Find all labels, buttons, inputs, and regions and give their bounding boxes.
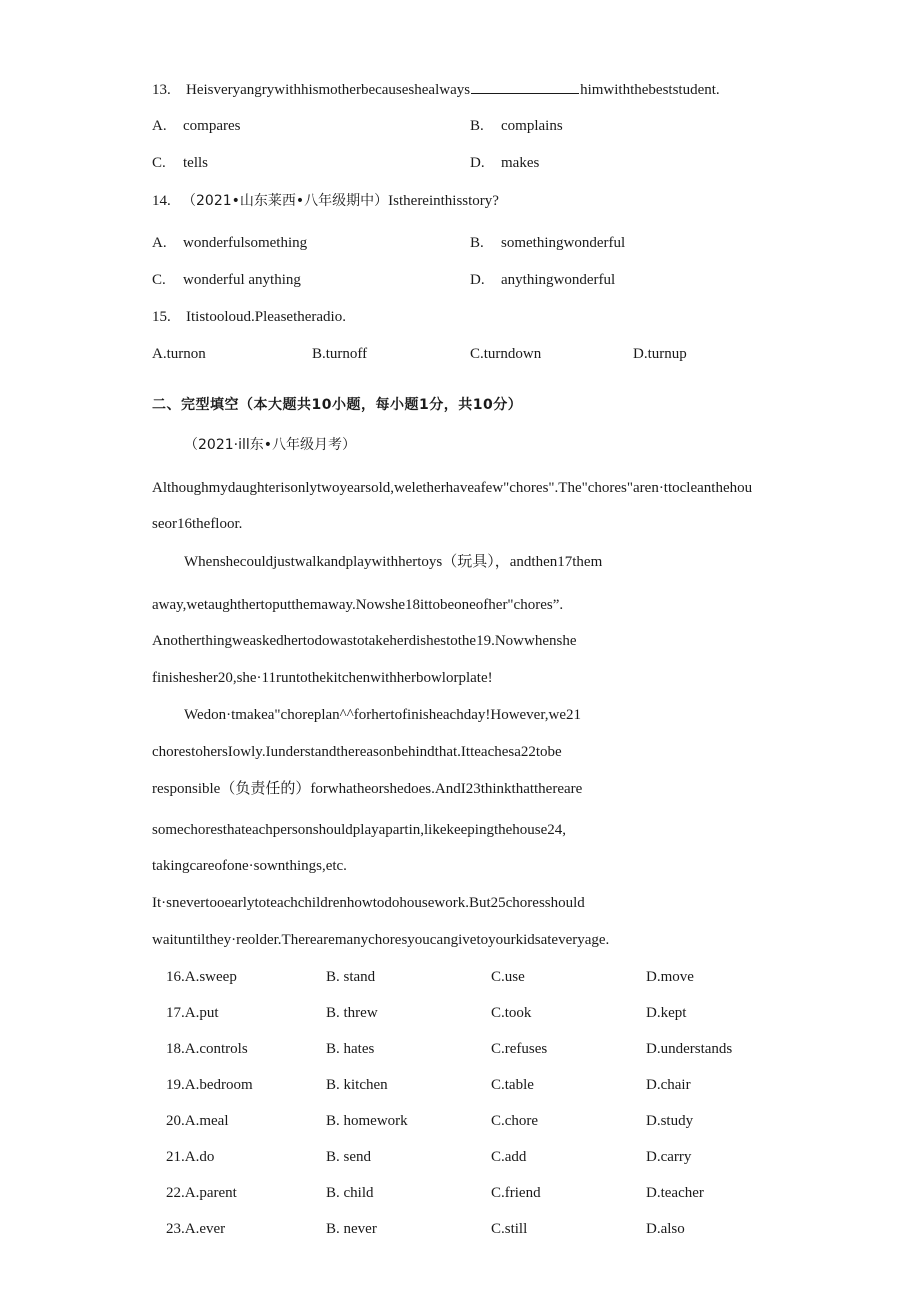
question-text-before: Heisveryangrywithhismotherbecauseshealways [186,82,471,98]
option-c[interactable]: C. tells [152,155,208,171]
passage-line: Anotherthingweaskedhertodowastotakeherdishestothe19.Nowwhenshe [152,633,577,649]
choice-19-b[interactable]: B. kitchen [326,1077,388,1093]
choice-21-b[interactable]: B. send [326,1149,371,1165]
passage-line: seor16thefloor. [152,516,243,532]
passage-line: It·snevertooearlytoteachchildrenhowtodohousework.But25choresshould [152,895,585,911]
choice-16-d[interactable]: D.move [646,969,694,985]
passage-line: Wedon·tmakea"choreplan^^forhertofinisheachday!However,we21 [184,707,581,723]
passage-source: （2021·ill东•八年级月考） [184,437,357,453]
passage-line: waituntilthey·reolder.Therearemanychoresyoucangivetoyourkidsateveryage. [152,932,610,948]
question-number: 14. [152,193,171,209]
choice-16-b[interactable]: B. stand [326,969,376,985]
question-number: 13. [152,82,171,98]
question-text-after: himwiththebeststudent. [580,82,720,98]
option-a[interactable]: A. wonderfulsomething [152,235,308,251]
option-b[interactable]: B.turnoff [312,346,368,362]
option-c[interactable]: C. wonderful anything [152,272,301,288]
choice-22-b[interactable]: B. child [326,1185,374,1201]
choice-22-d[interactable]: D.teacher [646,1185,704,1201]
choice-21-d[interactable]: D.carry [646,1149,692,1165]
option-d[interactable]: D. anythingwonderful [470,272,616,288]
choice-20-c[interactable]: C.chore [491,1113,539,1129]
choice-19-d[interactable]: D.chair [646,1077,691,1093]
choice-19-a[interactable]: 19.A.bedroom [166,1077,253,1093]
question-text: Isthereinthisstory? [388,193,499,209]
option-a[interactable]: A. compares [152,118,241,134]
passage-line: away,wetaughthertoputthemaway.Nowshe18ittobeoneofher"chores”. [152,597,564,613]
choice-18-d[interactable]: D.understands [646,1041,733,1057]
passage-line: chorestohersIowly.Iunderstandthereasonbehindthat.Itteachesa22tobe [152,744,562,760]
choice-22-c[interactable]: C.friend [491,1185,541,1201]
passage-line: somechoresthateachpersonshouldplayapartin,likekeepingthehouse24, [152,822,567,838]
passage-line: takingcareofone·sownthings,etc. [152,858,347,874]
choice-20-b[interactable]: B. homework [326,1113,408,1129]
option-b[interactable]: B. complains [470,118,563,134]
option-b[interactable]: B. somethingwonderful [470,235,626,251]
choice-23-d[interactable]: D.also [646,1221,685,1237]
option-d[interactable]: D. makes [470,155,540,171]
choice-19-c[interactable]: C.table [491,1077,534,1093]
passage-line: finishesher20,she·11runtothekitchenwithherbowlorplate! [152,670,493,686]
choice-17-d[interactable]: D.kept [646,1005,687,1021]
choice-23-a[interactable]: 23.A.ever [166,1221,226,1237]
choice-18-c[interactable]: C.refuses [491,1041,548,1057]
choice-17-b[interactable]: B. threw [326,1005,378,1021]
question-number: 15. [152,309,171,325]
option-c[interactable]: C.turndown [470,346,542,362]
question-source: （2021•山东莱西•八年级期中） [182,193,389,209]
choice-20-d[interactable]: D.study [646,1113,694,1129]
choice-21-a[interactable]: 21.A.do [166,1149,215,1165]
choice-18-a[interactable]: 18.A.controls [166,1041,248,1057]
passage-line: responsible（负责任的）forwhatheorshedoes.AndI23thinkthatthereare [152,781,583,797]
question-14 [152,191,499,211]
choice-16-c[interactable]: C.use [491,969,525,985]
choice-23-c[interactable]: C.still [491,1221,528,1237]
question-text: Itistooloud.Pleasetheradio. [186,309,346,325]
choice-21-c[interactable]: C.add [491,1149,527,1165]
option-a[interactable]: A.turnon [152,346,206,362]
section-title: 二、完型填空（本大题共10小题，每小题1分，共10分） [152,397,523,413]
choice-23-b[interactable]: B. never [326,1221,377,1237]
passage-line: Althoughmydaughterisonlytwoyearsold,weletherhaveafew"chores".The"chores"aren·ttocleanthehou [152,480,753,496]
option-d[interactable]: D.turnup [633,346,687,362]
choice-16-a[interactable]: 16.A.sweep [166,969,237,985]
choice-18-b[interactable]: B. hates [326,1041,375,1057]
question-13 [152,79,720,100]
choice-22-a[interactable]: 22.A.parent [166,1185,237,1201]
question-15 [152,307,346,327]
choice-20-a[interactable]: 20.A.meal [166,1113,229,1129]
choice-17-a[interactable]: 17.A.put [166,1005,219,1021]
passage-line: Whenshecouldjustwalkandplaywithhertoys（玩具），andthen17them [184,554,603,570]
answer-blank [471,79,579,94]
choice-17-c[interactable]: C.took [491,1005,532,1021]
